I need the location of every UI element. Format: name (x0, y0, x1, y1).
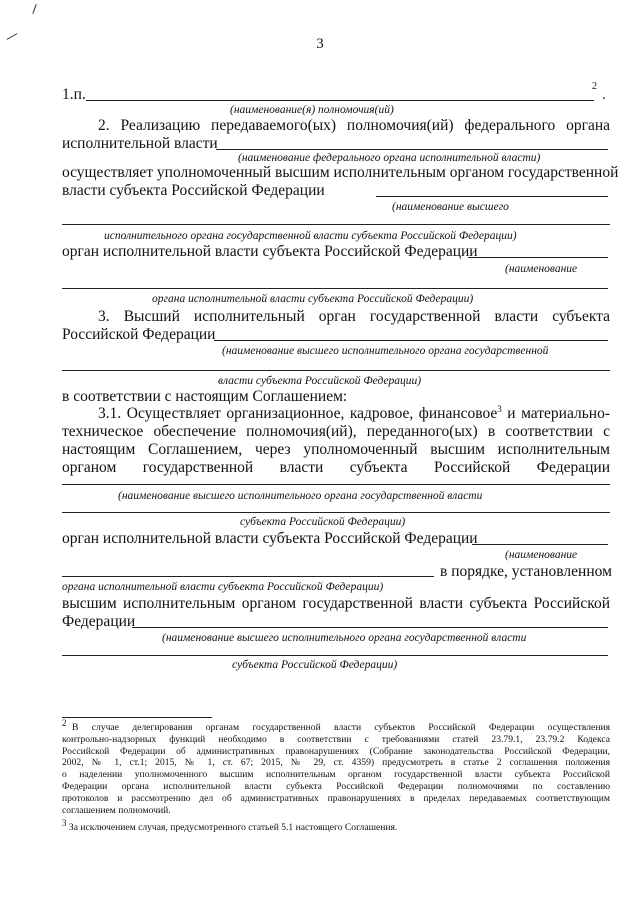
item31-blank2 (62, 512, 610, 513)
item31-line4: органом государственной власти субъекта Российской Федерации (62, 459, 610, 476)
item31-caption4: органа исполнительной власти субъекта Российской Федерации) (62, 581, 384, 593)
footnote-2-line: о наделении уполномоченного высшим исполнительным органом государственной власти субъекта Российской (62, 769, 610, 781)
item2-blank4 (468, 257, 608, 258)
footnote-2-line: соглашением полномочий. (62, 804, 171, 816)
footnote-separator (62, 717, 212, 718)
item2-caption5: органа исполнительной власти субъекта Российской Федерации) (152, 293, 474, 305)
item31-blank5 (132, 627, 608, 628)
item3-line2: Российской Федерации (62, 326, 216, 343)
footnote-3-mark: 3 (62, 817, 67, 828)
item31-blank6 (62, 655, 608, 656)
item1-caption: (наименование(я) полномочия(ий) (230, 104, 394, 116)
footnote-ref-2: 2 (592, 81, 597, 92)
item31-line2: техническое обеспечение полномочия(ий), переданного(ых) в соответствии с (62, 423, 610, 440)
page-number: 3 (316, 36, 324, 52)
footnote-2 (62, 717, 610, 816)
item1-line (62, 86, 610, 104)
item2-blank3 (62, 224, 610, 225)
item2-line1: 2. Реализацию передаваемого(ых) полномочия(ий) федерального органа (98, 117, 610, 134)
item2-blank1 (216, 149, 608, 150)
item2-line5: орган исполнительной власти субъекта Российской Федерации (62, 243, 478, 260)
item31-line3: настоящим Соглашением, через уполномоченный высшим исполнительным (62, 441, 610, 458)
footnote-2-mark: 2 (62, 717, 67, 728)
item1-label: 1.п. (62, 86, 86, 103)
footnote-3-text: За исключением случая, предусмотренного статьей 5.1 настоящего Соглашения. (68, 822, 398, 833)
item31-line7: высшим исполнительным органом государственной власти субъекта Российской (62, 595, 610, 612)
footnote-ref-3: 3 (497, 403, 502, 414)
item2-caption3: исполнительного органа государственной власти субъекта Российской Федерации) (104, 230, 517, 242)
item2-blank5 (62, 288, 608, 289)
item31-line8: Федерации (62, 613, 136, 630)
item31-caption3: (наименование (505, 549, 578, 561)
item3-blank2 (62, 370, 610, 371)
item31-blank1 (62, 484, 610, 485)
item31-line1: 3.1. Осуществляет организационное, кадровое, финансовое$^3$ и материально- (98, 403, 610, 422)
item31-blank4 (62, 576, 434, 577)
item31-caption5: (наименование высшего исполнительного органа государственной власти (162, 632, 527, 644)
item2-caption4: (наименование (505, 263, 578, 275)
item31-caption2: субъекта Российской Федерации) (240, 516, 406, 528)
item31-line5: орган исполнительной власти субъекта Российской Федерации (62, 530, 478, 547)
item1-end: . (602, 87, 606, 103)
item31-line6: в порядке, установленном (440, 563, 612, 580)
item2-caption1: (наименование федерального органа исполнительной власти) (238, 152, 541, 164)
item31-caption1: (наименование высшего исполнительного органа государственной власти (118, 490, 483, 502)
scan-corner-mark (32, 4, 36, 14)
item2-line3: осуществляет уполномоченный высшим исполнительным органом государственной (62, 164, 619, 181)
item2-line2: исполнительной власти (62, 135, 218, 152)
footnote-2-line: Федерации органа исполнительной власти субъекта Российской Федерации полномочиями по составлению (62, 781, 610, 792)
item31-blank3 (472, 544, 608, 545)
footnote-2-line: 2002, № 1, ст.1; 2015, № 1, ст. 67; 2015, № 29, ст. 4359) предусмотреть в статье 2 соглашения положения (62, 757, 610, 769)
item31-caption6: субъекта Российской Федерации) (232, 659, 398, 671)
item3-caption1: (наименование высшего исполнительного органа государственной (222, 345, 549, 357)
item3-blank1 (214, 340, 608, 341)
footnote-2-line: контрольно-надзорных функций необходимо в соответствии с требованиями статей 23.79.1, 23.79.2 Кодекса (62, 733, 610, 745)
item3-caption2: власти субъекта Российской Федерации) (218, 375, 422, 387)
footnote-2-line: протоколов и рассмотрению дел об административных правонарушениях в пределах передаваемых соответствующим (62, 792, 610, 804)
footnote-2-line: В случае делегирования органам государственной власти субъектов Российской Федерации осуществления (72, 722, 610, 733)
item2-caption2: (наименование высшего (392, 201, 509, 213)
footnote-3 (62, 817, 610, 834)
item2-blank2 (376, 196, 608, 197)
footnote-2-line: Российской Федерации об административных правонарушениях (Собрание законодательства Российской Федерации, (62, 745, 610, 757)
item3-line1: 3. Высший исполнительный орган государственной власти субъекта (98, 308, 610, 325)
item3-line3: в соответствии с настоящим Соглашением: (62, 388, 348, 405)
item1-blank (86, 100, 594, 101)
item2-line4: власти субъекта Российской Федерации (62, 182, 325, 199)
